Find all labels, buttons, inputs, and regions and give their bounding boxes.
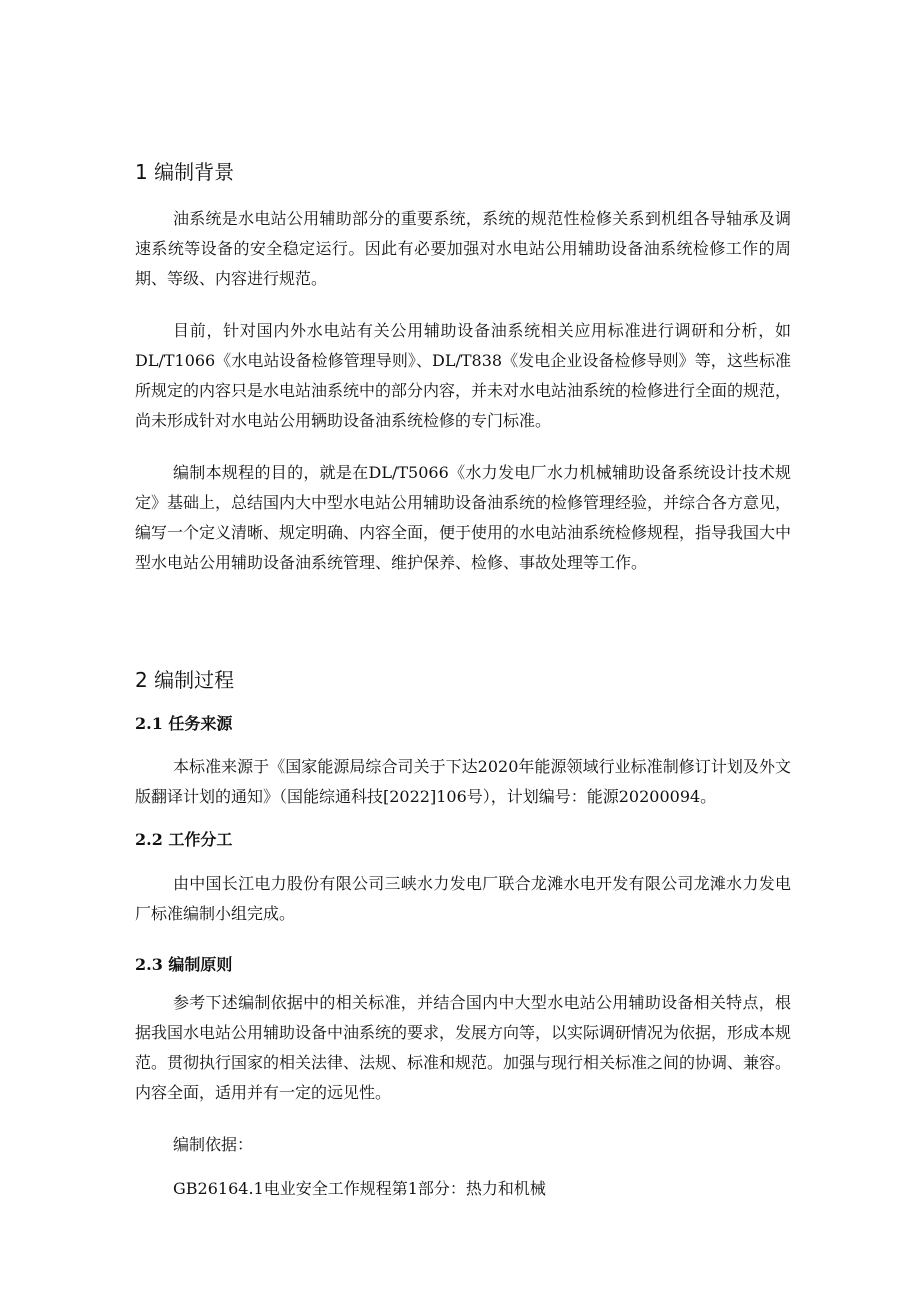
section-1-paragraph-2: 目前，针对国内外水电站有关公用辅助设备油系统相关应用标准进行调研和分析，如DL/T1066《水电站设备检修管理导则》、DL/T838《发电企业设备检修导则》等，这些标准所规定的内容只是水电站油系统中的部分内容，并未对水电站油系统的检修进行全面的规范，尚未形成针对水电站公用辆助设备油系统检修的专门标准。 — [135, 321, 792, 430]
section-1-paragraph-1: 油系统是水电站公用辅助部分的重要系统，系统的规范性检修关系到机组各导轴承及调速系统等设备的安全稳定运行。因此有必要加强对水电站公用辅助设备油系统检修工作的周期、等级、内容进行规范。 — [135, 209, 791, 288]
subsection-2-1-heading: 2.1 任务来源 — [135, 714, 233, 733]
section-2-heading: 2 编制过程 — [135, 668, 235, 692]
basis-label: 编制依据： — [173, 1135, 254, 1154]
section-1-heading: 1 编制背景 — [135, 160, 235, 184]
subsection-2-3-paragraph: 参考下述编制依据中的相关标准，并结合国内中大型水电站公用辅助设备相关特点，根据我国水电站公用辅助设备中油系统的要求，发展方向等，以实际调研情况为依据，形成本规范。贯彻执行国家的相关法律、法规、标准和规范。加强与现行相关标准之间的协调、兼容。内容全面，适用并有一定的远见性。 — [135, 993, 792, 1102]
subsection-2-2-heading: 2.2 工作分工 — [135, 830, 233, 849]
subsection-2-2-paragraph: 由中国长江电力股份有限公司三峡水力发电厂联合龙滩水电开发有限公司龙滩水力发电厂标准编制小组完成。 — [135, 874, 791, 923]
section-1-paragraph-3: 编制本规程的目的，就是在DL/T5066《水力发电厂水力机械辅助设备系统设计技术规定》基础上，总结国内大中型水电站公用辅助设备油系统的检修管理经验，并综合各方意见，编写一个定义清晰、规定明确、内容全面，便于使用的水电站油系统检修规程，指导我国大中型水电站公用辅助设备油系统管理、维护保养、检修、事故处理等工作。 — [135, 463, 792, 572]
basis-item: GB26164.1电业安全工作规程第1部分：热力和机械 — [173, 1179, 546, 1198]
subsection-2-1-paragraph: 本标准来源于《国家能源局综合司关于下达2020年能源领域行业标准制修订计划及外文版翻译计划的通知》（国能综通科技[2022]106号），计划编号：能源20200094。 — [135, 757, 791, 806]
subsection-2-3-heading: 2.3 编制原则 — [135, 955, 233, 974]
